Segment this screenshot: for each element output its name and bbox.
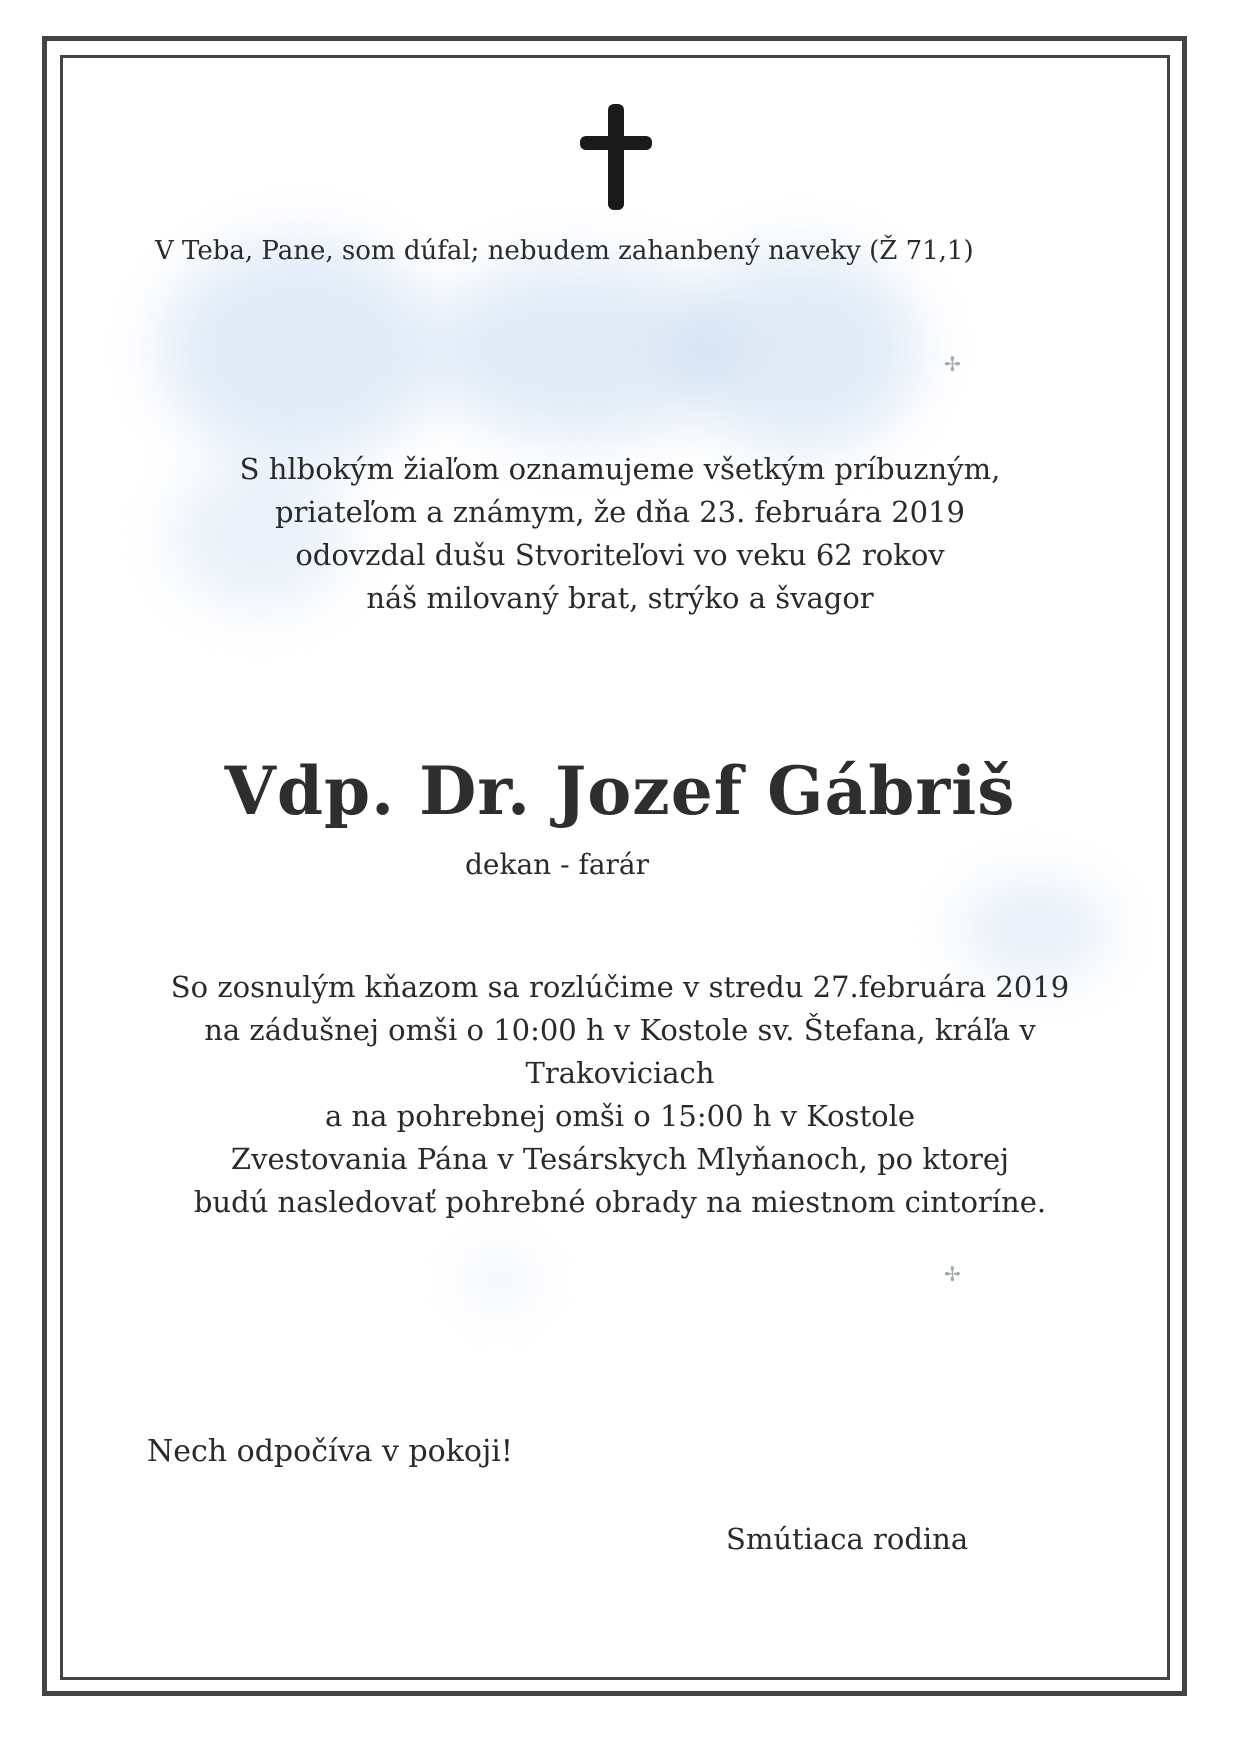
- background-wash: [680, 250, 920, 450]
- background-wash: [470, 1260, 530, 1300]
- ceremony-line: Zvestovania Pána v Tesárskych Mlyňanoch, po ktorej: [230, 1142, 1010, 1176]
- ceremony-line: budú nasledovať pohrebné obrady na miestnom cintoríne.: [193, 1185, 1047, 1219]
- deceased-name: Vdp. Dr. Jozef Gábriš: [224, 752, 1016, 830]
- cross-icon: [580, 104, 652, 214]
- speck-mark: ✢: [944, 1262, 961, 1286]
- ceremony-line: a na pohrebnej omši o 15:00 h v Kostole: [324, 1099, 916, 1133]
- speck-mark: ✢: [944, 352, 961, 376]
- background-wash: [960, 880, 1110, 980]
- signature: Smútiaca rodina: [726, 1522, 969, 1556]
- deceased-title: dekan - farár: [465, 848, 649, 881]
- announcement-line: S hlbokým žiaľom oznamujeme všetkým príbuzným,: [239, 452, 1001, 486]
- motto-verse: V Teba, Pane, som dúfal; nebudem zahanbený naveky (Ž 71,1): [155, 236, 974, 266]
- announcement-line: priateľom a známym, že dňa 23. februára 2019: [274, 495, 966, 529]
- announcement-line: náš milovaný brat, strýko a švagor: [366, 581, 874, 615]
- ceremony-line: na zádušnej omši o 10:00 h v Kostole sv. Štefana, kráľa v: [204, 1013, 1036, 1047]
- announcement-line: odovzdal dušu Stvoriteľovi vo veku 62 rokov: [295, 538, 945, 572]
- background-wash: [160, 240, 440, 460]
- closing-blessing: Nech odpočíva v pokoji!: [147, 1434, 513, 1469]
- ceremony-line: So zosnulým kňazom sa rozlúčime v stredu 27.februára 2019: [170, 970, 1070, 1004]
- ceremony-line: Trakoviciach: [525, 1056, 715, 1090]
